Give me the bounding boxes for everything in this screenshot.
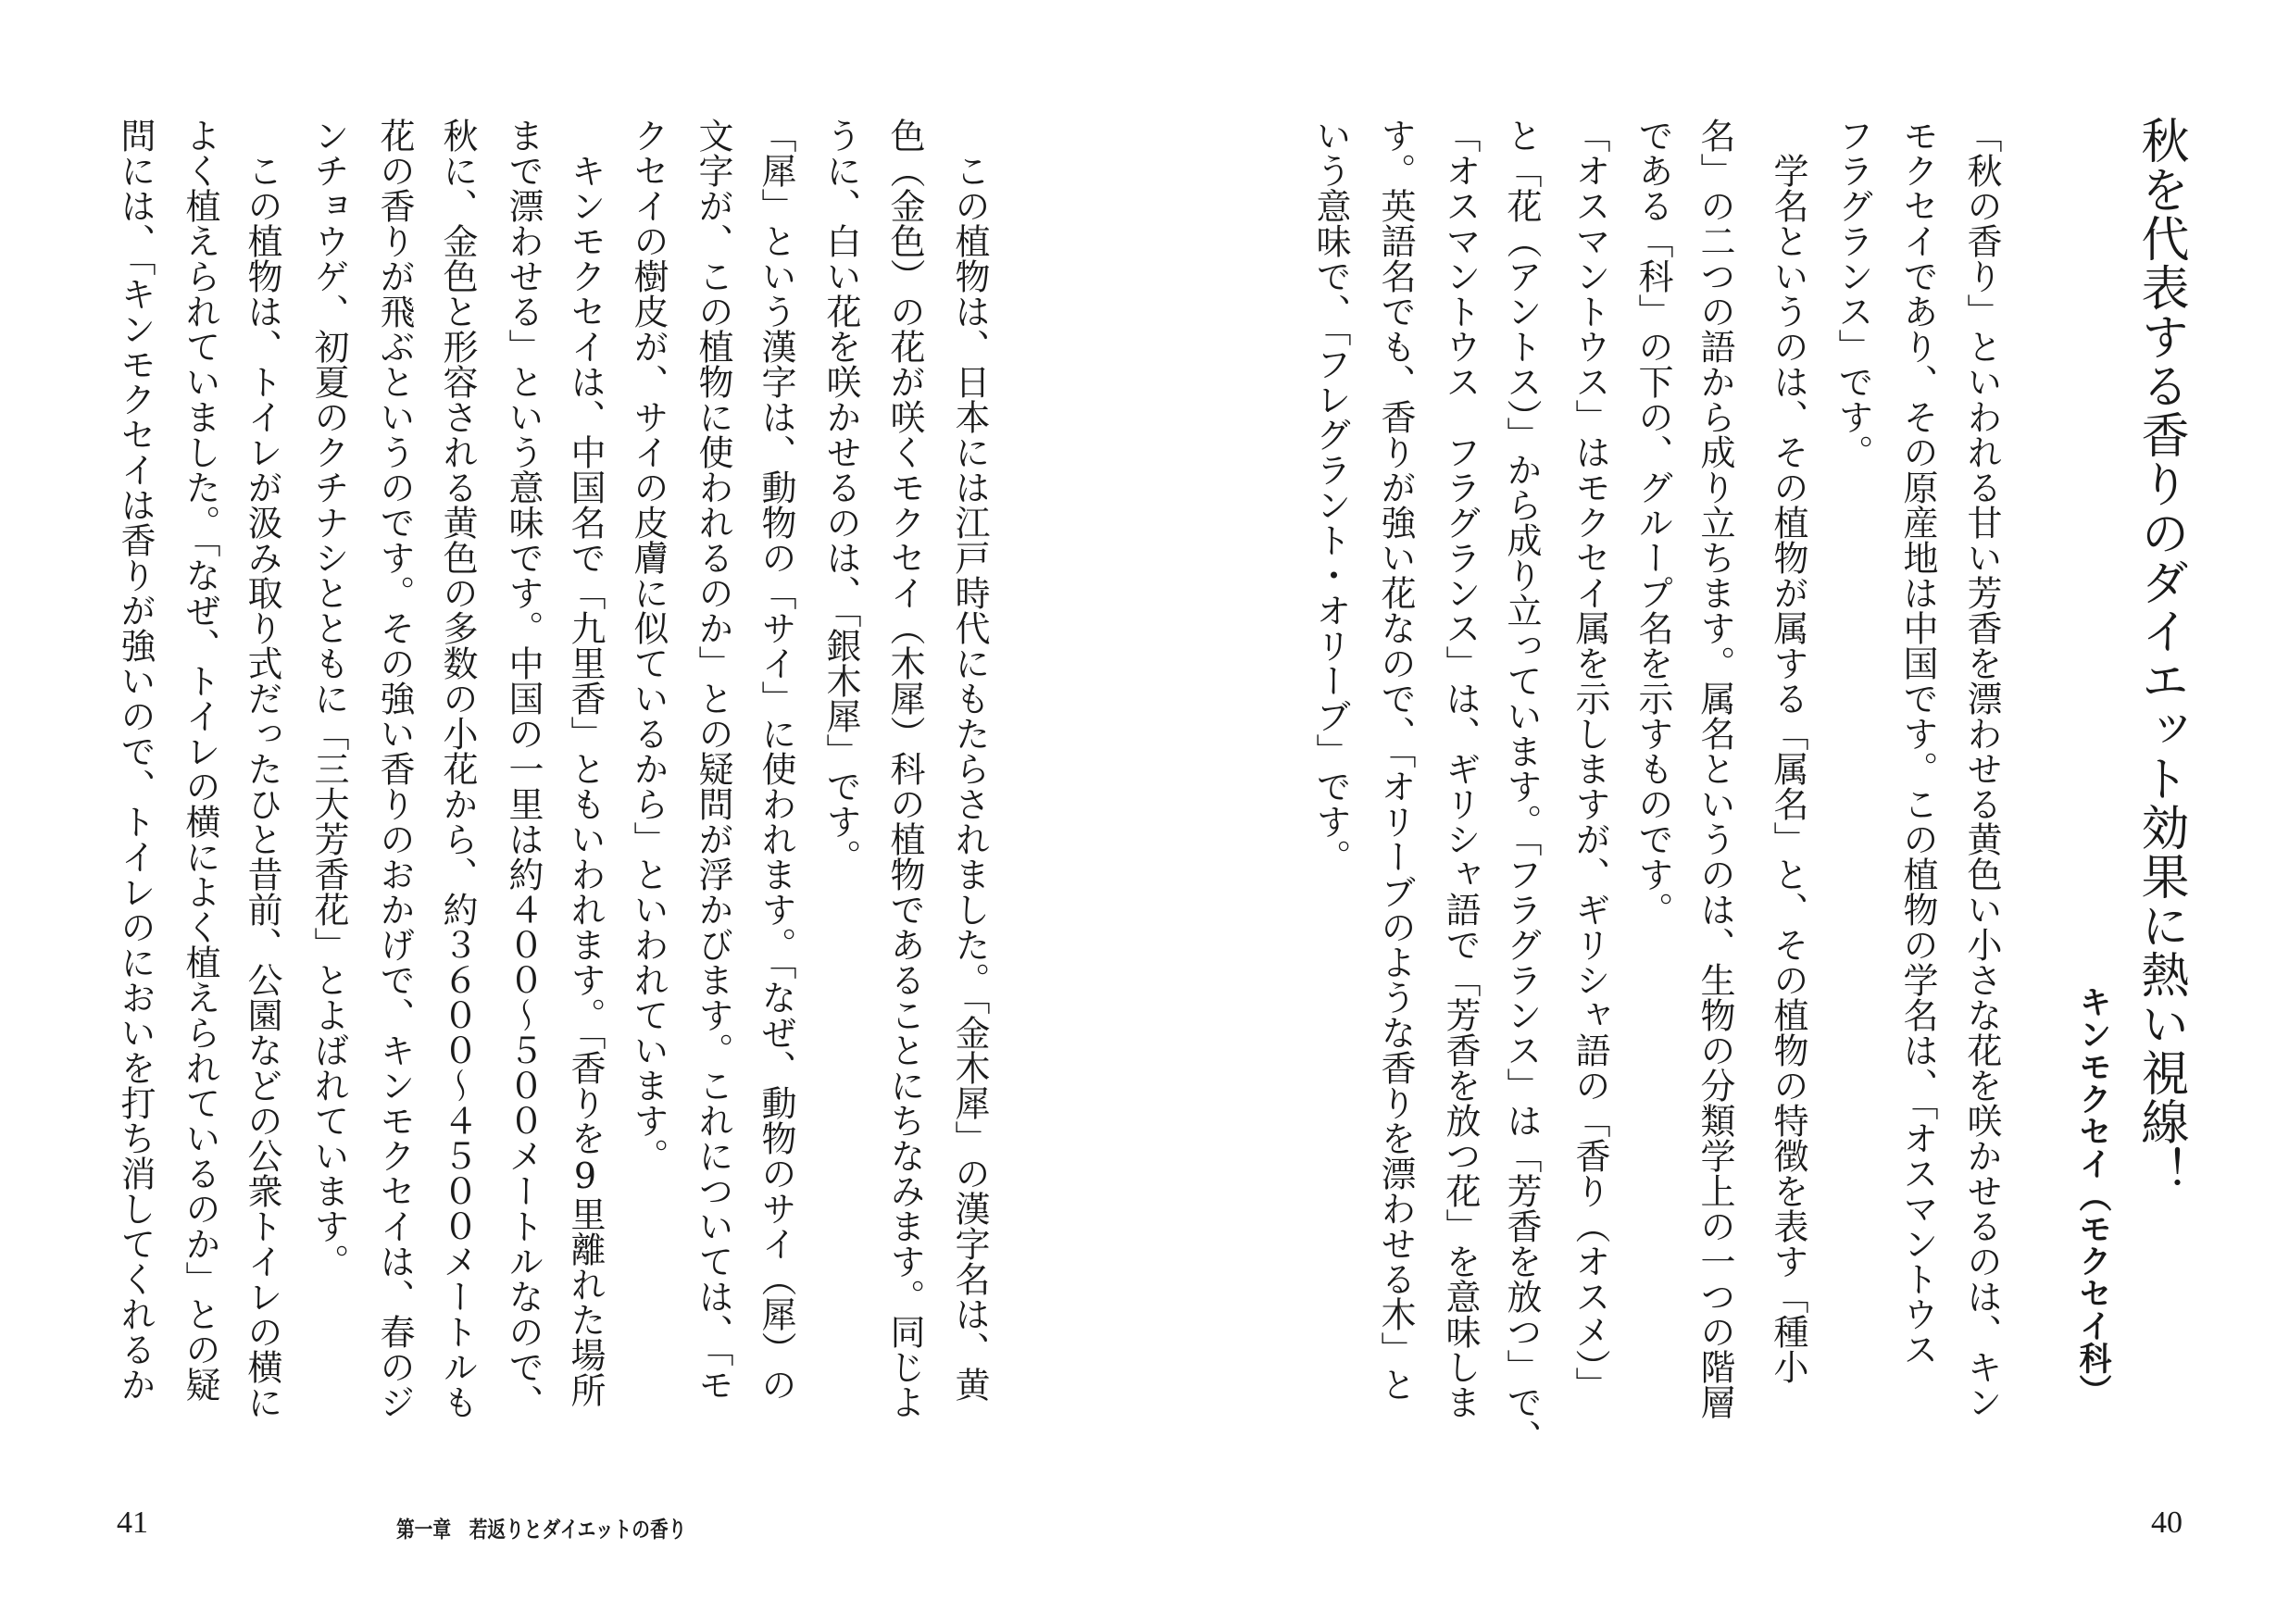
right-page — [1144, 0, 2289, 1624]
running-head: 第一章 若返りとダイエットの香り — [396, 1517, 687, 1543]
body-column: と「花（アントス）」から成り立っています。「フラグランス」は「芳香を放つ」で、 — [1501, 118, 1542, 1455]
body-column: フラグランス」です。 — [1832, 118, 1873, 469]
left-page — [0, 0, 1144, 1624]
body-column: 色（金色）の花が咲くモクセイ（木犀）科の植物であることにちなみます。同じよ — [884, 118, 925, 1419]
body-column: 「秋の香り」といわれる甘い芳香を漂わせる黄色い小さな花を咲かせるのは、キン — [1961, 118, 2002, 1419]
body-column: 名」の二つの語から成り立ちます。属名というのは、生物の分類学上の一つの階層 — [1695, 118, 1735, 1419]
body-column: 「犀」という漢字は、動物の「サイ」に使われます。「なぜ、動物のサイ（犀）の — [756, 118, 796, 1402]
body-column: 学名というのは、その植物が属する「属名」と、その植物の特徴を表す「種小 — [1768, 118, 1808, 1384]
body-column: キンモクセイは、中国名で「九里香」ともいわれます。「香りを9里離れた場所 — [565, 118, 606, 1407]
body-column: 花の香りが飛ぶというのです。その強い香りのおかげで、キンモクセイは、春のジ — [374, 118, 415, 1419]
body-column: 問には、「キンモクセイは香りが強いので、トイレのにおいを打ち消してくれるか — [115, 118, 156, 1402]
body-column: 「オスマントウス フラグランス」は、ギリシャ語で「芳香を放つ花」を意味しま — [1440, 118, 1481, 1419]
body-column: この植物は、日本には江戸時代にもたらされました。「金木犀」の漢字名は、黄 — [949, 118, 990, 1402]
body-column: す。英語名でも、香りが強い花なので、「オリーブのような香りを漂わせる木」と — [1375, 118, 1416, 1402]
body-column: うに、白い花を咲かせるのは、「銀木犀」です。 — [820, 118, 861, 874]
body-column: いう意味で、「フレグラント・オリーブ」です。 — [1310, 118, 1351, 874]
body-column: ンチョウゲ、初夏のクチナシとともに「三大芳香花」とよばれています。 — [308, 118, 349, 1279]
body-column: クセイの樹皮が、サイの皮膚に似ているから」といわれています。 — [628, 118, 669, 1173]
page-number-left: 41 — [117, 1505, 148, 1540]
page-number-right: 40 — [2151, 1505, 2183, 1540]
chapter-section-title: 秋を代表する香りのダイエット効果に熱い視線！ — [2133, 116, 2188, 1195]
body-column: この植物は、トイレが汲み取り式だったひと昔前、公園などの公衆トイレの横に — [242, 118, 282, 1419]
body-column: モクセイであり、その原産地は中国です。この植物の学名は、「オスマントウス — [1897, 118, 1938, 1367]
body-column: 秋に、金色と形容される黄色の多数の小花から、約３６００〜４５００メートルも — [437, 118, 478, 1419]
body-column: まで漂わせる」という意味です。中国の一里は約４００〜５００メートルなので、 — [503, 118, 544, 1419]
body-column: 文字が、この植物に使われるのか」との疑問が浮かびます。これについては、「モ — [693, 118, 733, 1402]
body-column: 「オスマントウス」はモクセイ属を示しますが、ギリシャ語の「香り（オスメ）」 — [1570, 118, 1610, 1402]
body-column: である「科」の下の、グループ名を示すものです。 — [1632, 118, 1673, 927]
body-column: よく植えられていました。「なぜ、トイレの横によく植えられているのか」との疑 — [180, 118, 220, 1402]
plant-name-subtitle: キンモクセイ（モクセイ科） — [2074, 985, 2111, 1406]
